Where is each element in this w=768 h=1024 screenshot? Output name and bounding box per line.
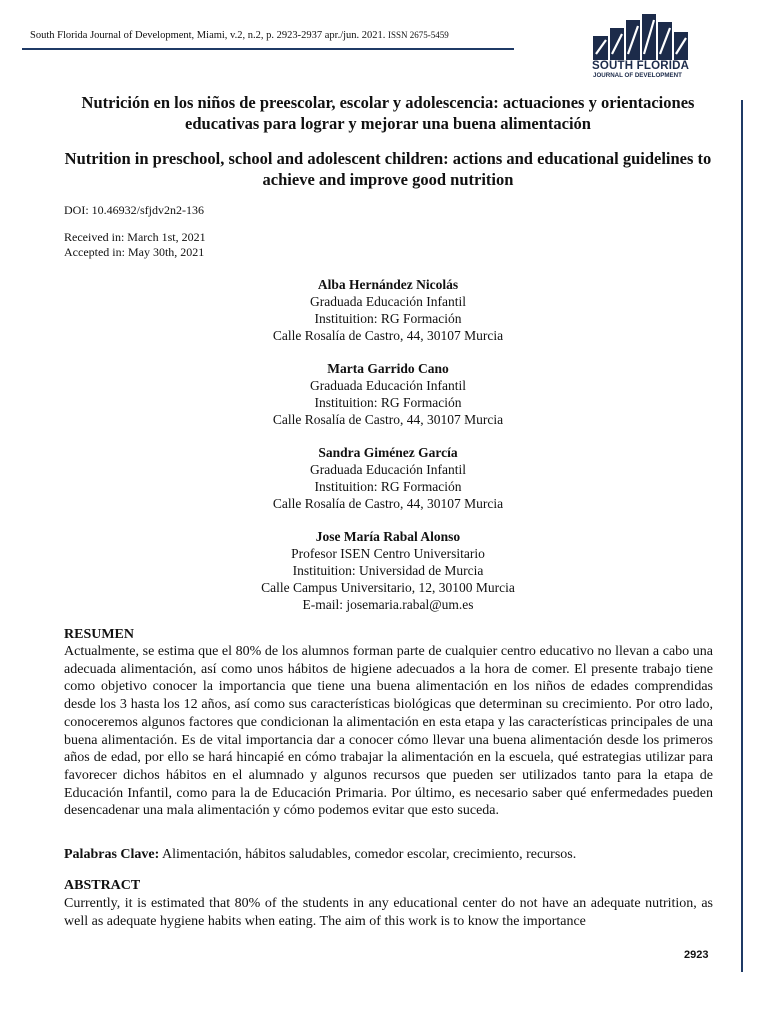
author-institution: Instituition: Universidad de Murcia [292, 563, 484, 578]
title-spanish: Nutrición en los niños de preescolar, escolar y adolescencia: actuaciones y orientaciones educativas para lograr y mejorar una buena alimentación [81, 93, 695, 133]
author-block [64, 444, 712, 512]
journal-issn: ISSN 2675-5459 [388, 30, 449, 40]
doi: DOI: 10.46932/sfjdv2n2-136 [64, 203, 204, 217]
received-date: Received in: March 1st, 2021 [64, 230, 206, 244]
author-address: Calle Rosalía de Castro, 44, 30107 Murcia [272, 412, 504, 427]
abstract-heading: ABSTRACT [64, 878, 141, 893]
resumen-text: Actualmente, se estima que el 80% de los alumnos forman parte de cualquier centro educativo no llevan a cabo una adecuada alimentación, así como unos hábitos de higiene adecuados a la hora de comer. El presente trabajo tiene como objetivo conocer la importancia que tiene una buena alimentación en los niños de edades comprendidas desde los 3 hasta los 12 años, así como sus características biológicas que determinan su crecimiento. Por otro lado, conoceremos algunos factores que condicionan la alimentación en esta etapa y las características principales de una buena alimentación. Es de vital importancia dar a conocer cómo llevar una buena alimentación desde los primeros años de edad, por ello se hará hincapié en cómo trabajar la alimentación en la escuela, qué estrategias utilizar para favorecer dichos hábitos en el alumnado y algunos recursos que pueden ser utilizados tanto para la etapa de Educación Infantil, como para la de Educación Primaria. Por último, es necesario saber qué enfermedades pueden desencadenar una mala alimentación y cómo podemos evitar que esto suceda. [64, 644, 713, 819]
journal-header [30, 30, 449, 41]
author-position: Profesor ISEN Centro Universitario [291, 546, 485, 561]
logo-subtitle: JOURNAL OF DEVELOPMENT [593, 72, 682, 79]
author-block [64, 528, 712, 613]
author-institution: Instituition: RG Formación [314, 395, 462, 410]
header-rule [22, 48, 514, 50]
author-degree: Graduada Educación Infantil [310, 462, 466, 477]
author-block [64, 276, 712, 344]
resumen-heading: RESUMEN [64, 627, 135, 642]
author-institution: Instituition: RG Formación [314, 311, 462, 326]
author-name: Sandra Giménez García [318, 445, 458, 460]
page-number: 2923 [684, 949, 709, 961]
author-degree: Graduada Educación Infantil [310, 294, 466, 309]
author-address: Calle Campus Universitario, 12, 30100 Murcia [261, 580, 515, 595]
author-name: Alba Hernández Nicolás [317, 277, 459, 292]
keywords-text: Alimentación, hábitos saludables, comedor escolar, crecimiento, recursos. [162, 847, 577, 862]
author-name: Marta Garrido Cano [327, 361, 449, 376]
author-address: Calle Rosalía de Castro, 44, 30107 Murcia [272, 496, 504, 511]
journal-citation: South Florida Journal of Development, Miami, v.2, n.2, p. 2923-2937 apr./jun. 2021. [30, 30, 386, 41]
keywords [64, 846, 713, 864]
author-name: Jose María Rabal Alonso [315, 529, 461, 544]
logo-title: SOUTH FLORIDA [592, 60, 690, 72]
side-rule [741, 100, 743, 972]
author-institution: Instituition: RG Formación [314, 479, 462, 494]
author-list [64, 276, 712, 629]
title-english: Nutrition in preschool, school and adolescent children: actions and educational guidelines to achieve and improve good nutrition [64, 149, 712, 189]
author-address: Calle Rosalía de Castro, 44, 30107 Murcia [272, 328, 504, 343]
abstract-text: Currently, it is estimated that 80% of the students in any educational center do not have an adequate nutrition, as well as adequate hygiene habits when eating. The aim of this work is to know the importance [64, 896, 713, 929]
author-email: E-mail: josemaria.rabal@um.es [302, 597, 474, 612]
author-degree: Graduada Educación Infantil [310, 378, 466, 393]
dates [64, 230, 206, 260]
author-block [64, 360, 712, 428]
keywords-label: Palabras Clave: [64, 847, 160, 862]
accepted-date: Accepted in: May 30th, 2021 [64, 245, 205, 259]
